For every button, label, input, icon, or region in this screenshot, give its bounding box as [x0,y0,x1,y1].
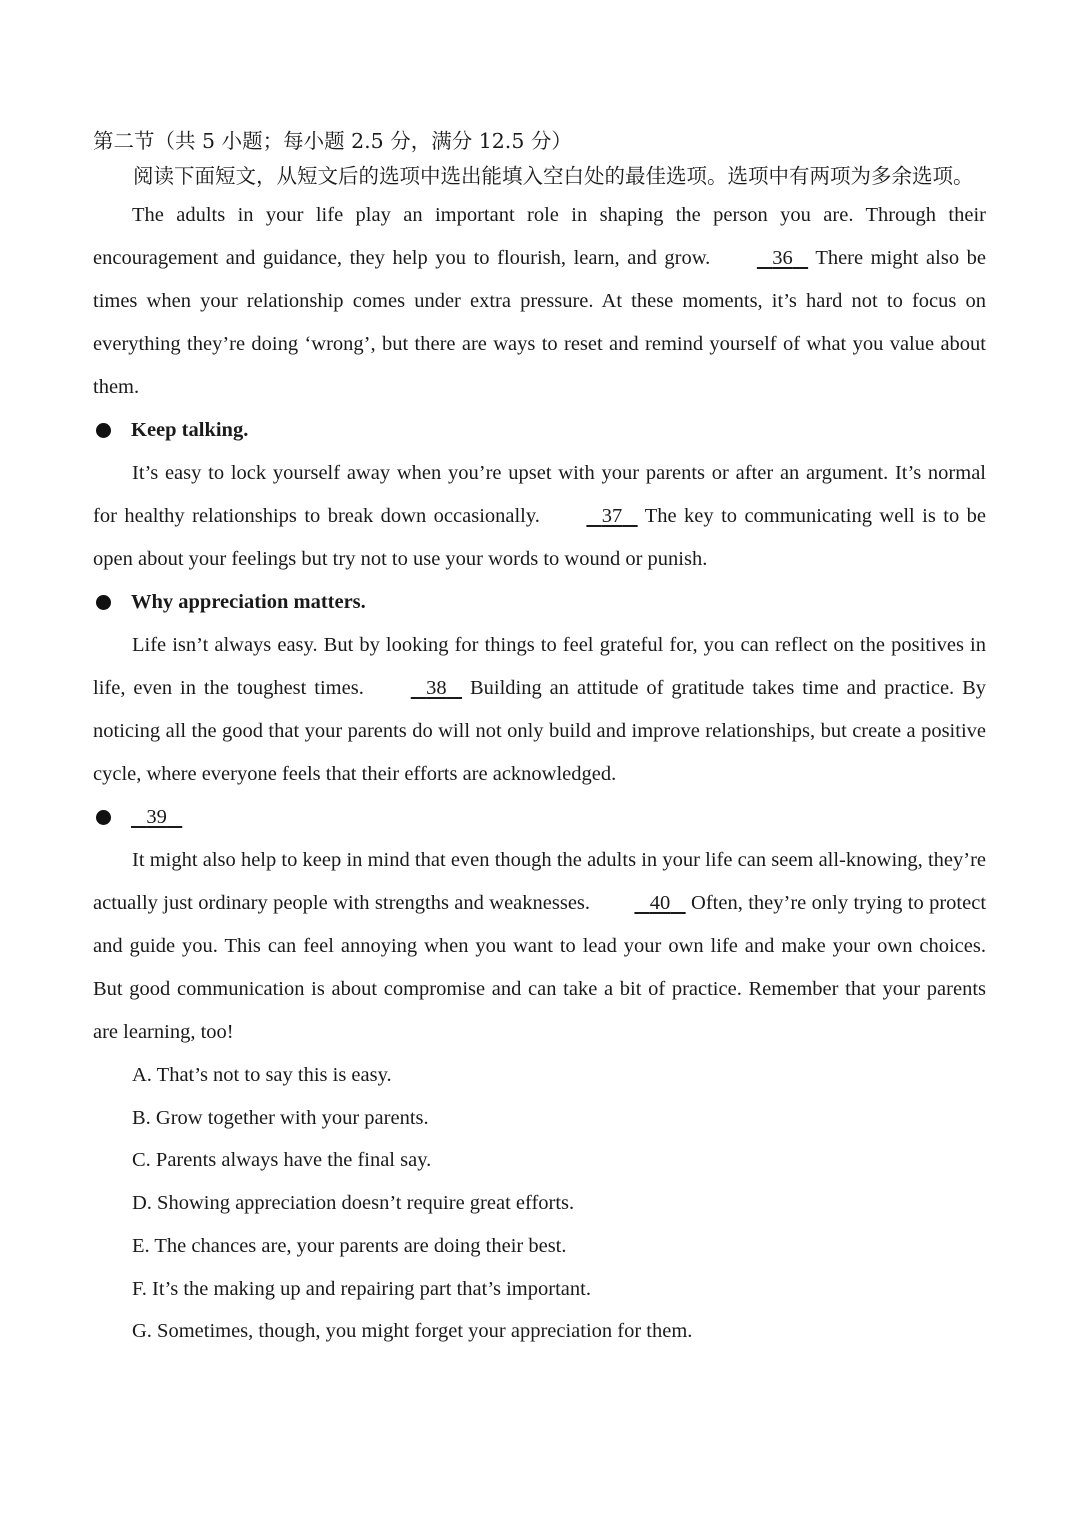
bullet-icon [96,810,111,825]
paragraph-text: Building an attitude of gratitude takes time and practice. By noticing all the good that your parents do will not only build and improve relationships, but create a positive cycle, where everyone feels that their efforts are acknowledged. [93,677,987,785]
paragraph-text: It’s easy to lock yourself away when you’re upset with your parents or after an argument. It’s normal for healthy relationships to break down occasionally. [93,462,986,527]
paragraph-text: Often, they’re only trying to protect and guide you. This can feel annoying when you want to lead your own life and make your own choices. But good communication is about compromise and can take a bit of practice. Remember that your parents are learning, too! [93,892,987,1043]
blank-38: 38 [426,677,447,699]
blank-37: 37 [601,505,623,527]
passage-paragraph-1 [93,194,986,409]
blank-40: 40 [649,892,671,914]
option-b: B. Grow together with your parents. [132,1106,429,1129]
option-c: C. Parents always have the final say. [132,1149,432,1172]
paragraph-text: There might also be times when your relationship comes under extra pressure. At these moments, it’s hard not to focus on everything they’re doing ‘wrong’, but there are ways to reset and remind yourself of what you value about them. [93,247,986,398]
exam-section [93,124,986,1353]
option-g: G. Sometimes, though, you might forget your appreciation for them. [132,1320,693,1343]
section-header: 第二节（共 5 小题；每小题 2.5 分，满分 12.5 分） [93,129,572,153]
heading-appreciation: Why appreciation matters. [93,581,986,624]
paragraph-text: The adults in your life play an important role in shaping the person you are. Through their encouragement and guidance, they help you to flourish, learn, and grow. [93,204,986,269]
options-list [93,1054,986,1353]
option-d: D. Showing appreciation doesn’t require great efforts. [132,1192,575,1215]
paragraph-text: The key to communicating well is to be open about your feelings but try not to use your words to wound or punish. [93,505,987,570]
option-a: A. That’s not to say this is easy. [132,1064,392,1086]
blank-39: 39 [146,806,167,828]
paragraph-text: It might also help to keep in mind that even though the adults in your life can seem all-knowing, they’re actually just ordinary people with strengths and weaknesses. [93,849,986,914]
bullet-icon [96,423,111,438]
passage-paragraph-4 [93,839,986,1054]
heading-keep-talking: Keep talking. [93,409,986,452]
blank-36: 36 [772,247,793,269]
paragraph-text: Life isn’t always easy. But by looking for things to feel grateful for, you can reflect on the positives in life, even in the toughest times. [93,634,986,699]
bullet-icon [96,595,111,610]
passage-paragraph-2 [93,452,986,581]
option-e: E. The chances are, your parents are doing their best. [132,1234,567,1257]
passage-paragraph-3 [93,624,986,796]
heading-blank-39 [93,796,986,839]
option-f: F. It’s the making up and repairing part that’s important. [132,1277,591,1300]
section-instruction: 阅读下面短文，从短文后的选项中选出能填入空白处的最佳选项。选项中有两项为多余选项。 [133,164,974,188]
